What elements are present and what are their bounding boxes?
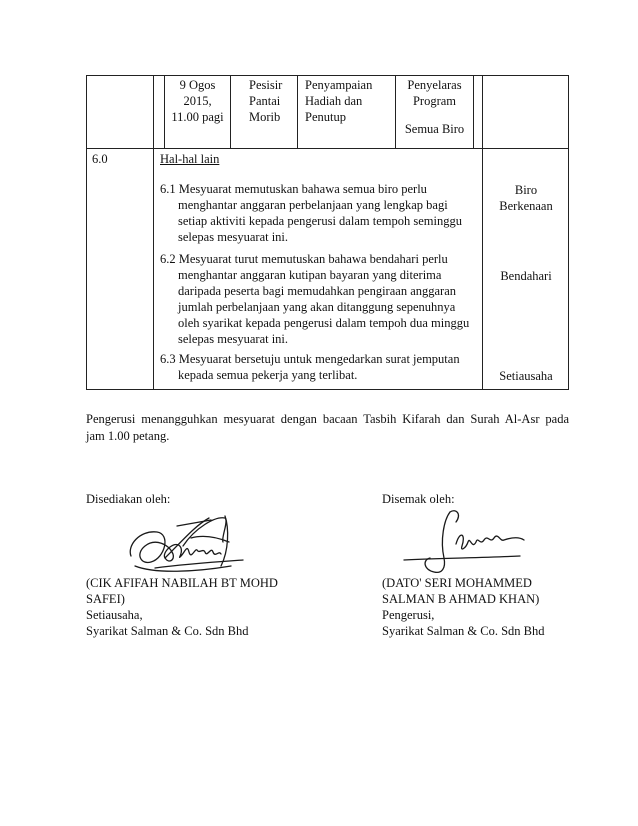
reviewer-title: Pengerusi, (382, 608, 435, 622)
item-6-1-responsible-1: Biro (514, 183, 538, 197)
closing-line-1: Pengerusi menangguhkan mesyuarat dengan bacaan Tasbih Kifarah dan Surah Al-Asr pada (86, 412, 569, 426)
venue-line-2: Pantai (249, 94, 281, 108)
section-heading: Hal-hal lain (160, 152, 220, 166)
reviewed-by-label: Disemak oleh: (382, 492, 455, 506)
table-border-bottom (86, 389, 569, 390)
preparer-name-line-1: (CIK AFIFAH NABILAH BT MOHD (86, 576, 278, 590)
table-border-right (568, 75, 569, 390)
preparer-title: Setiausaha, (86, 608, 143, 622)
activity-line-1: Penyampaian (305, 78, 373, 92)
reviewer-name-line-1: (DATO' SERI MOHAMMED (382, 576, 532, 590)
activity-line-3: Penutup (305, 110, 346, 124)
table-col-divider-2 (482, 75, 483, 390)
subtable-col-4 (473, 75, 474, 149)
signature-left-image (125, 508, 255, 580)
item-6-3-line-1: 6.3 Mesyuarat bersetuju untuk mengedarkan surat jemputan (160, 352, 460, 366)
date-line-1: 9 Ogos (179, 78, 216, 92)
venue-line-3: Morib (249, 110, 281, 124)
signature-right-image (400, 500, 530, 580)
preparer-name-line-2: SAFEI) (86, 592, 125, 606)
item-6-3-responsible: Setiausaha (499, 369, 553, 383)
table-border-top (86, 75, 569, 76)
preparer-company: Syarikat Salman & Co. Sdn Bhd (86, 624, 249, 638)
item-6-1-line-1: 6.1 Mesyuarat memutuskan bahawa semua biro perlu (160, 182, 427, 196)
item-6-3-line-2: kepada semua pekerja yang terlibat. (178, 368, 358, 382)
prepared-by-label: Disediakan oleh: (86, 492, 171, 506)
item-6-2-line-3: daripada peserta bagi memudahkan pengiraan anggaran (178, 284, 456, 298)
date-line-2: 2015, (183, 94, 212, 108)
subtable-col-2 (297, 75, 298, 149)
activity-line-2: Hadiah dan (305, 94, 363, 108)
item-6-2-responsible: Bendahari (500, 269, 552, 283)
table-border-left (86, 75, 87, 390)
date-line-3: 11.00 pagi (171, 110, 224, 124)
item-6-1-responsible-2: Berkenaan (499, 199, 553, 213)
coordinator-line-3: Semua Biro (404, 122, 465, 136)
item-6-2-line-6: selepas mesyuarat ini. (178, 332, 289, 346)
item-6-2-line-2: menghantar anggaran kutipan bayaran yang diterima (178, 268, 442, 282)
venue-line-1: Pesisir (249, 78, 283, 92)
item-number: 6.0 (92, 152, 108, 166)
coordinator-line-2: Program (412, 94, 457, 108)
table-row-divider (86, 148, 569, 149)
item-6-2-line-4: jumlah perbelanjaan yang akan ditanggung sepenuhnya (178, 300, 456, 314)
subtable-col-1 (230, 75, 231, 149)
reviewer-company: Syarikat Salman & Co. Sdn Bhd (382, 624, 545, 638)
item-6-1-line-4: selepas mesyuarat ini. (178, 230, 289, 244)
closing-line-2: jam 1.00 petang. (86, 429, 170, 443)
item-6-1-line-2: menghantar anggaran perbelanjaan yang lengkap bagi (178, 198, 448, 212)
coordinator-line-1: Penyelaras (407, 78, 462, 92)
table-col-divider-1 (153, 75, 154, 390)
item-6-2-line-1: 6.2 Mesyuarat turut memutuskan bahawa bendahari perlu (160, 252, 448, 266)
item-6-2-line-5: oleh syarikat kepada pengerusi dalam tempoh dua minggu (178, 316, 470, 330)
reviewer-name-line-2: SALMAN B AHMAD KHAN) (382, 592, 540, 606)
item-6-1-line-3: setiap aktiviti kepada pengerusi dalam tempoh seminggu (178, 214, 462, 228)
